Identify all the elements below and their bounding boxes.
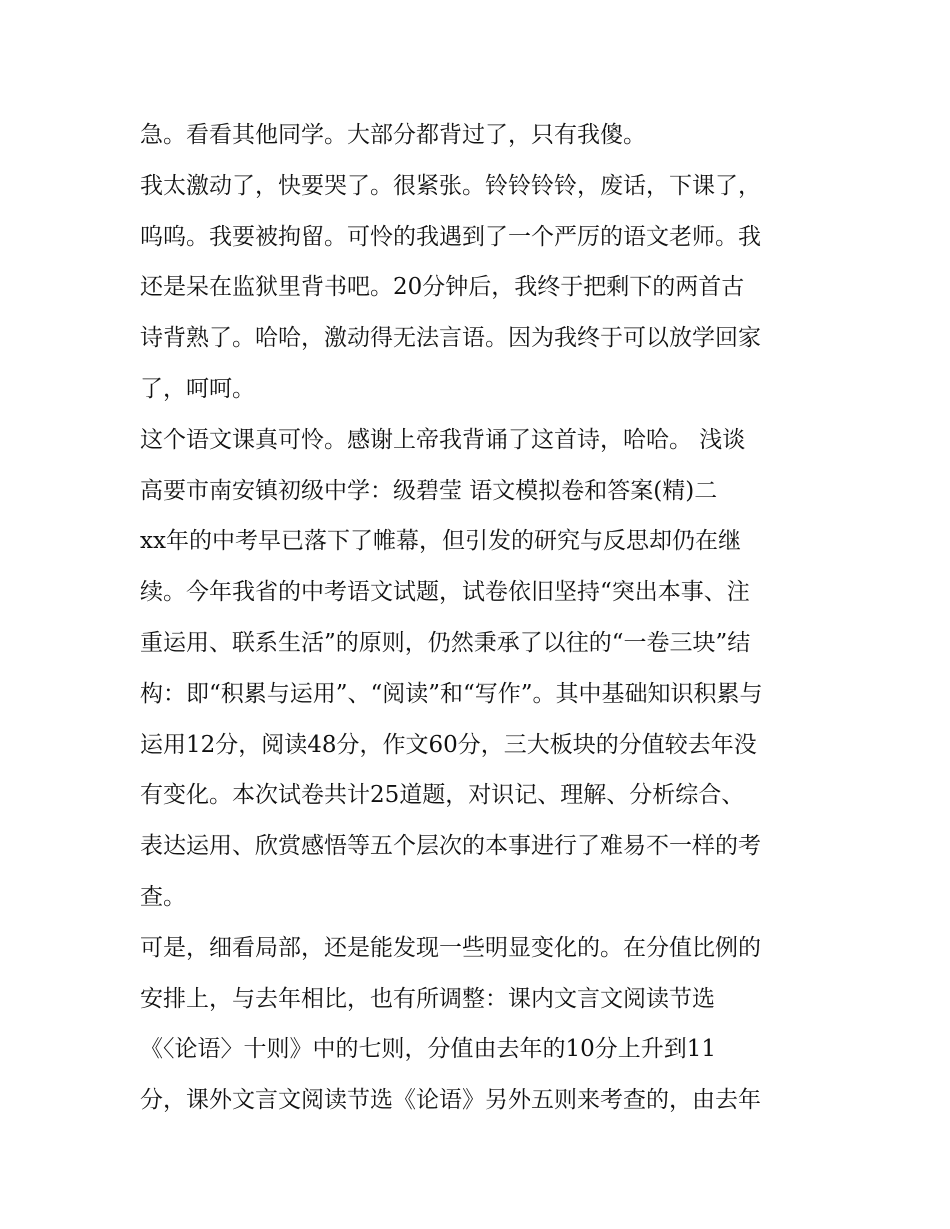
text-line: 查。 <box>140 883 186 910</box>
text-line: 我太激动了，快要哭了。很紧张。铃铃铃铃，废话，下课了， <box>140 172 761 199</box>
text-line: 这个语文课真可怜。感谢上帝我背诵了这首诗，哈哈。 浅谈 <box>140 426 746 453</box>
text-line: 高要市南安镇初级中学：级碧莹 语文模拟卷和答案(精)二 <box>140 477 718 504</box>
body-text <box>140 110 820 1126</box>
text-line: 分，课外文言文阅读节选《论语》另外五则来考查的，由去年 <box>140 1087 761 1114</box>
text-line: 诗背熟了。哈哈，激动得无法言语。因为我终于可以放学回家 <box>140 325 761 352</box>
text-line: 了，呵呵。 <box>140 375 255 402</box>
text-line: 运用12分，阅读48分，作文60分，三大板块的分值较去年没 <box>140 731 757 758</box>
text-line: 构：即“积累与运用”、“阅读”和“写作”。其中基础知识积累与 <box>140 680 763 707</box>
text-line: 续。今年我省的中考语文试题，试卷依旧坚持“突出本事、注 <box>140 579 750 606</box>
text-line: 表达运用、欣赏感悟等五个层次的本事进行了难易不一样的考 <box>140 833 761 860</box>
text-line: 有变化。本次试卷共计25道题，对识记、理解、分析综合、 <box>140 782 745 809</box>
text-line: 《〈论语〉十则》中的七则，分值由去年的10分上升到11 <box>140 1036 717 1063</box>
text-line: 安排上，与去年相比，也有所调整：课内文言文阅读节选 <box>140 985 715 1012</box>
text-line: 重运用、联系生活”的原则，仍然秉承了以往的“一卷三块”结 <box>140 629 751 656</box>
text-line: 呜呜。我要被拘留。可怜的我遇到了一个严厉的语文老师。我 <box>140 223 761 250</box>
text-line: 可是，细看局部，还是能发现一些明显变化的。在分值比例的 <box>140 934 761 961</box>
text-line: 还是呆在监狱里背书吧。20分钟后，我终于把剩下的两首古 <box>140 274 745 301</box>
text-line: 急。看看其他同学。大部分都背过了，只有我傻。 <box>140 122 646 148</box>
text-line: xx年的中考早已落下了帷幕，但引发的研究与反思却仍在继 <box>140 528 741 555</box>
